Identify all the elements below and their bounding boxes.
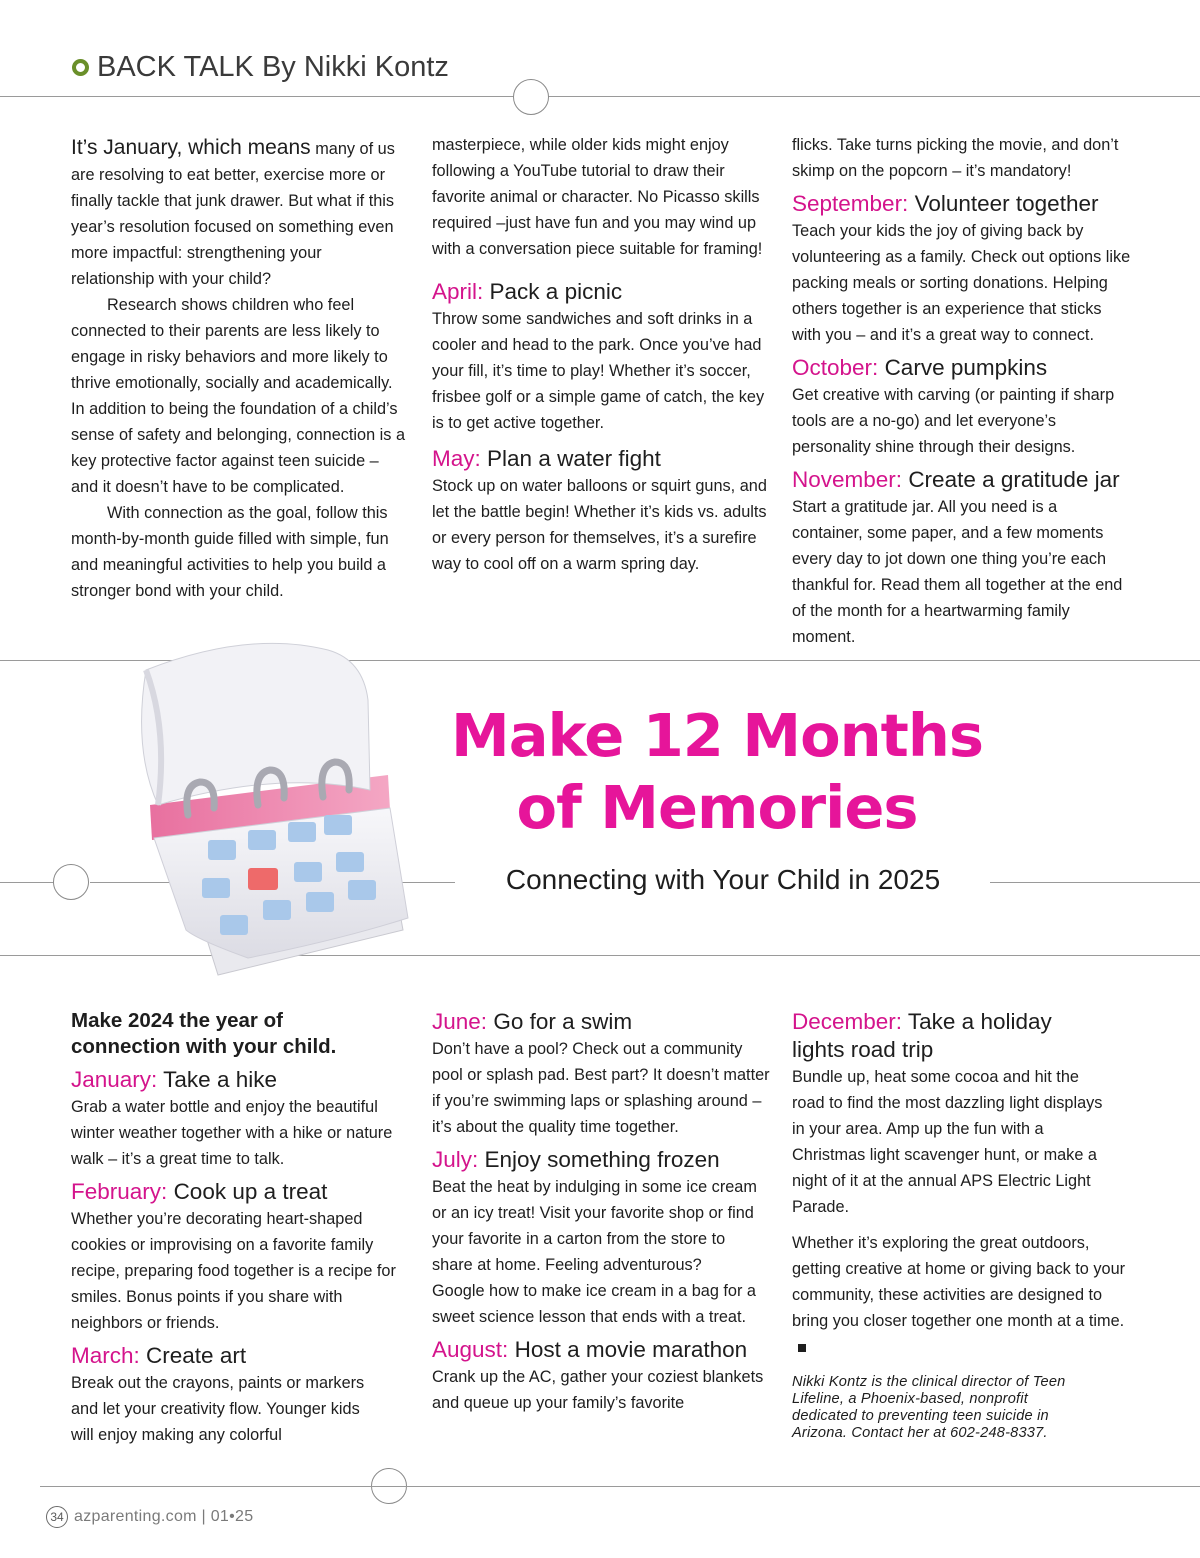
month-label: May:: [432, 446, 481, 471]
november-heading: [792, 466, 1132, 494]
january-heading: [71, 1066, 416, 1094]
september-heading: [792, 190, 1132, 218]
top-column-1: [71, 135, 406, 604]
subtitle-right-rule: [990, 882, 1200, 883]
november-body: Start a gratitude jar. All you need is a container, some paper, and a few moments every day to jot down one thing you’re each thankful for. Read them all together at the end of the month for a heartwarming family moment.: [792, 498, 1123, 646]
binder-ring-icon: [53, 864, 89, 900]
september-body: Teach your kids the joy of giving back by volunteering as a family. Check out options like packing meals or sorting donations. Helping others together is an experience that sticks with you – and it’s a great way to connect.: [792, 222, 1131, 344]
section-header: [72, 50, 449, 84]
month-label: December:: [792, 1009, 903, 1034]
calendar-illustration: [128, 640, 428, 980]
activity-label: Enjoy something frozen: [484, 1147, 720, 1172]
august-continued: flicks. Take turns picking the movie, and don’t skimp on the popcorn – it’s mandatory!: [792, 136, 1119, 180]
june-heading: [432, 1008, 772, 1036]
march-body: Break out the crayons, paints or markers and let your creativity flow. Younger kids will enjoy making any colorful: [71, 1374, 365, 1444]
activity-label: Host a movie marathon: [514, 1337, 748, 1362]
october-heading: [792, 354, 1132, 382]
page-number: 34: [46, 1506, 68, 1528]
month-label: October:: [792, 355, 879, 380]
closing-text: Whether it’s exploring the great outdoors, getting creative at home or giving back to your community, these activities are designed to bring you closer together one month at a time.: [792, 1234, 1126, 1330]
intro-text: many of us are resolving to eat better, exercise more or finally tackle that junk drawer. But what if this year’s resolution focused on something even more impactful: strengthening your relationship with your child?: [71, 140, 395, 288]
activity-label: Go for a swim: [493, 1009, 633, 1034]
april-heading: [432, 278, 772, 306]
intro-heading: Make 2024 the year of connection with your child.: [71, 1009, 337, 1058]
lead-in: It’s January, which means: [71, 136, 311, 159]
february-body: Whether you’re decorating heart-shaped cookies or improvising on a favorite family recipe, preparing food together is a recipe for smiles. Bonus points if you share with neighbors or friends.: [71, 1210, 396, 1332]
august-heading: [432, 1336, 772, 1364]
activity-label: Take a hike: [163, 1067, 277, 1092]
month-label: July:: [432, 1147, 479, 1172]
bullet-circle-icon: [72, 59, 89, 76]
section-title: BACK TALK By Nikki Kontz: [97, 50, 449, 83]
month-label: March:: [71, 1343, 140, 1368]
august-body: Crank up the AC, gather your coziest blankets and queue up your family’s favorite: [432, 1368, 764, 1412]
may-body: Stock up on water balloons or squirt guns, and let the battle begin! Whether it’s kids vs. adults or every person for themselves, it’s a surefire way to cool off on a warm spring day.: [432, 477, 767, 573]
july-heading: [432, 1146, 772, 1174]
october-body: Get creative with carving (or painting if sharp tools are a no-go) and let everyone’s personality shine through their designs.: [792, 386, 1115, 456]
end-mark-icon: [798, 1344, 806, 1352]
february-heading: [71, 1178, 416, 1206]
activity-label: Create art: [146, 1343, 247, 1368]
footer-site: azparenting.com | 01•25: [74, 1508, 254, 1525]
subtitle-left-rule: [0, 882, 56, 883]
page-footer: [46, 1506, 253, 1528]
bottom-column-1: [71, 1008, 416, 1448]
april-body: Throw some sandwiches and soft drinks in a cooler and head to the park. Once you’ve had your fill, it’s time to play! Whether it’s soccer, frisbee golf or a simple game of catch, the key is to get active together.: [432, 310, 765, 432]
header-rule: [0, 96, 1200, 97]
bottom-column-3: [792, 1008, 1132, 1442]
march-continued: masterpiece, while older kids might enjoy following a YouTube tutorial to draw their favorite animal or character. No Picasso skills required –just have fun and you may wind up with a conversation piece suitable for framing!: [432, 136, 763, 258]
activity-label: Plan a water fight: [487, 446, 661, 471]
may-heading: [432, 445, 772, 473]
bottom-column-2: [432, 1008, 772, 1416]
author-bio: Nikki Kontz is the clinical director of Teen Lifeline, a Phoenix-based, nonprofit dedicated to preventing teen suicide in Arizona. Contact her at 602-248-8337.: [792, 1374, 1066, 1441]
banner-subtitle: Connecting with Your Child in 2025: [505, 864, 941, 895]
binder-ring-icon: [513, 79, 549, 115]
intro-paragraph-2: Research shows children who feel connected to their parents are less likely to engage in risky behaviors and more likely to thrive emotionally, socially and academically. In addition to being the foundation of a child’s sense of safety and belonging, connection is a key protective factor against teen suicide – and it doesn’t have to be complicated.: [71, 296, 405, 496]
july-body: Beat the heat by indulging in some ice cream or an icy treat! Visit your favorite shop or find your favorite in a carton from the store to share at home. Feeling adventurous? Google how to make ice cream in a bag for a sweet science lesson that ends with a treat.: [432, 1178, 757, 1326]
december-heading: [792, 1008, 1082, 1064]
month-label: November:: [792, 467, 903, 492]
activity-label: Take a holiday lights road trip: [792, 1009, 1052, 1062]
intro-paragraph-1: [71, 135, 406, 292]
january-body: Grab a water bottle and enjoy the beautiful winter weather together with a hike or nature walk – it’s a great time to talk.: [71, 1098, 393, 1168]
month-label: January:: [71, 1067, 158, 1092]
top-column-2: [432, 132, 772, 577]
title-line-2: of Memories: [516, 773, 918, 842]
intro-paragraph-3: With connection as the goal, follow this month-by-month guide filled with simple, fun and meaningful activities to help you build a stronger bond with your child.: [71, 504, 389, 600]
month-label: June:: [432, 1009, 488, 1034]
top-column-3: [792, 132, 1132, 650]
closing-paragraph: [792, 1230, 1132, 1360]
activity-label: Carve pumpkins: [884, 355, 1048, 380]
month-label: April:: [432, 279, 484, 304]
june-body: Don’t have a pool? Check out a community pool or splash pad. Best part? It doesn’t matter if you’re swimming laps or splashing around – it’s about the quality time together.: [432, 1040, 770, 1136]
activity-label: Pack a picnic: [489, 279, 623, 304]
activity-label: Create a gratitude jar: [908, 467, 1120, 492]
december-body: Bundle up, heat some cocoa and hit the road to find the most dazzling light displays in your area. Amp up the fun with a Christmas light scavenger hunt, or make a night of it at the annual APS Electric Light Parade.: [792, 1068, 1103, 1216]
month-label: September:: [792, 191, 909, 216]
title-line-1: Make 12 Months: [451, 701, 983, 770]
footer-rule: [40, 1486, 1200, 1487]
activity-label: Volunteer together: [914, 191, 1099, 216]
banner-title: [400, 700, 1034, 844]
month-label: February:: [71, 1179, 168, 1204]
activity-label: Cook up a treat: [173, 1179, 328, 1204]
march-heading: [71, 1342, 416, 1370]
month-label: August:: [432, 1337, 509, 1362]
